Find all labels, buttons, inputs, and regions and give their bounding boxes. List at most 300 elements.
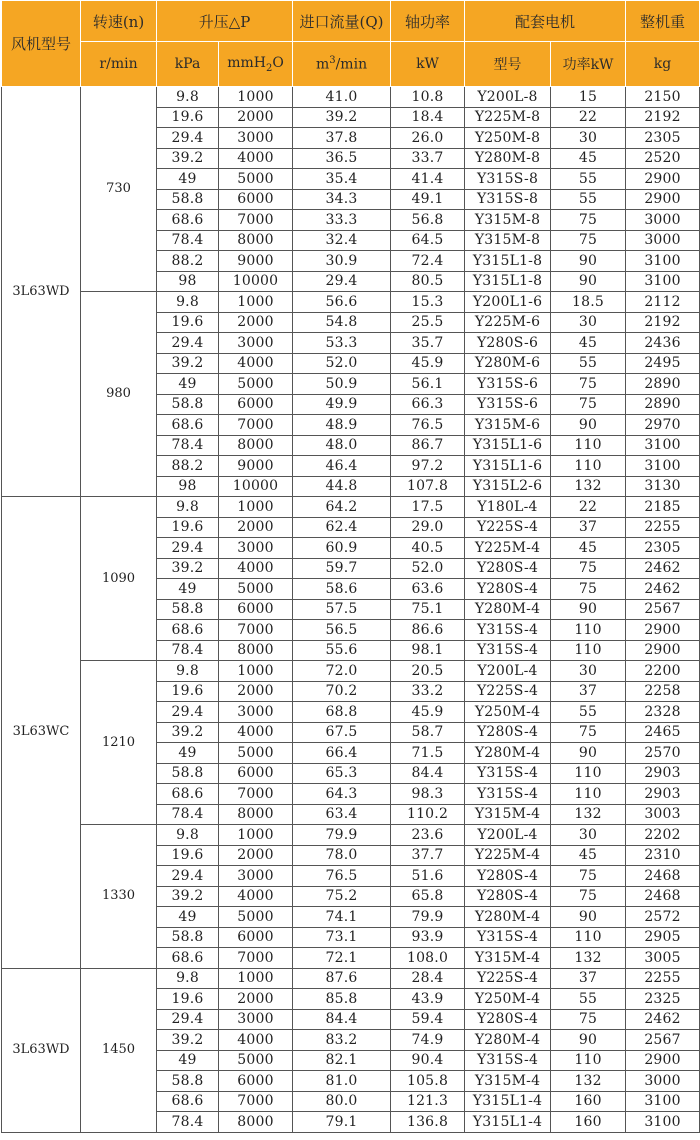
cell-kpa: 49 xyxy=(157,743,219,764)
cell-weight: 3005 xyxy=(626,948,700,969)
cell-motor-power: 110 xyxy=(551,620,626,641)
cell-motor-model: Y225S-4 xyxy=(465,517,551,538)
cell-mmh2o: 8000 xyxy=(219,1112,293,1133)
cell-shaft-power: 41.4 xyxy=(391,169,465,190)
cell-shaft-power: 84.4 xyxy=(391,763,465,784)
cell-weight: 3100 xyxy=(626,251,700,272)
cell-motor-power: 75 xyxy=(551,210,626,231)
cell-flow: 82.1 xyxy=(293,1050,391,1071)
cell-mmh2o: 3000 xyxy=(219,702,293,723)
cell-motor-model: Y225M-8 xyxy=(465,107,551,128)
table-header xyxy=(2,1,700,87)
cell-motor-model: Y200L-4 xyxy=(465,661,551,682)
cell-motor-model: Y315S-4 xyxy=(465,927,551,948)
cell-flow: 59.7 xyxy=(293,558,391,579)
cell-kpa: 78.4 xyxy=(157,1112,219,1133)
cell-flow: 52.0 xyxy=(293,353,391,374)
cell-shaft-power: 26.0 xyxy=(391,128,465,149)
unit-flow xyxy=(293,42,391,87)
table-row xyxy=(2,292,700,313)
cell-shaft-power: 80.5 xyxy=(391,271,465,292)
cell-shaft-power: 105.8 xyxy=(391,1071,465,1092)
cell-motor-model: Y225M-4 xyxy=(465,538,551,559)
cell-motor-power: 30 xyxy=(551,825,626,846)
cell-motor-model: Y315M-4 xyxy=(465,804,551,825)
cell-weight: 2567 xyxy=(626,1030,700,1051)
cell-mmh2o: 5000 xyxy=(219,743,293,764)
fan-model-cell: 3L63WD xyxy=(2,968,81,1132)
cell-flow: 48.0 xyxy=(293,435,391,456)
cell-weight: 3000 xyxy=(626,1071,700,1092)
cell-kpa: 49 xyxy=(157,579,219,600)
cell-shaft-power: 45.9 xyxy=(391,353,465,374)
cell-kpa: 58.8 xyxy=(157,189,219,210)
cell-weight: 2903 xyxy=(626,763,700,784)
cell-shaft-power: 75.1 xyxy=(391,599,465,620)
cell-shaft-power: 51.6 xyxy=(391,866,465,887)
table-row xyxy=(2,87,700,108)
cell-motor-power: 160 xyxy=(551,1112,626,1133)
cell-mmh2o: 1000 xyxy=(219,825,293,846)
cell-motor-power: 90 xyxy=(551,1030,626,1051)
cell-kpa: 39.2 xyxy=(157,353,219,374)
cell-motor-model: Y315L1-4 xyxy=(465,1091,551,1112)
cell-kpa: 9.8 xyxy=(157,968,219,989)
speed-cell: 730 xyxy=(81,87,157,292)
cell-shaft-power: 136.8 xyxy=(391,1112,465,1133)
cell-weight: 2305 xyxy=(626,538,700,559)
cell-flow: 85.8 xyxy=(293,989,391,1010)
cell-weight: 2258 xyxy=(626,681,700,702)
cell-mmh2o: 4000 xyxy=(219,353,293,374)
unit-flow-tail: /min xyxy=(335,56,368,73)
cell-mmh2o: 1000 xyxy=(219,497,293,518)
cell-kpa: 39.2 xyxy=(157,886,219,907)
cell-kpa: 68.6 xyxy=(157,948,219,969)
cell-flow: 33.3 xyxy=(293,210,391,231)
cell-motor-power: 75 xyxy=(551,866,626,887)
cell-mmh2o: 4000 xyxy=(219,558,293,579)
cell-shaft-power: 23.6 xyxy=(391,825,465,846)
cell-kpa: 19.6 xyxy=(157,681,219,702)
cell-shaft-power: 49.1 xyxy=(391,189,465,210)
cell-kpa: 9.8 xyxy=(157,825,219,846)
cell-flow: 73.1 xyxy=(293,927,391,948)
cell-motor-model: Y200L-4 xyxy=(465,825,551,846)
cell-motor-model: Y315L2-6 xyxy=(465,476,551,497)
cell-motor-model: Y280S-4 xyxy=(465,558,551,579)
cell-mmh2o: 10000 xyxy=(219,476,293,497)
cell-weight: 2310 xyxy=(626,845,700,866)
cell-weight: 2150 xyxy=(626,87,700,108)
cell-flow: 65.3 xyxy=(293,763,391,784)
cell-motor-power: 110 xyxy=(551,927,626,948)
cell-mmh2o: 1000 xyxy=(219,87,293,108)
cell-mmh2o: 7000 xyxy=(219,784,293,805)
cell-shaft-power: 110.2 xyxy=(391,804,465,825)
cell-shaft-power: 66.3 xyxy=(391,394,465,415)
cell-weight: 3000 xyxy=(626,230,700,251)
cell-mmh2o: 1000 xyxy=(219,292,293,313)
cell-mmh2o: 4000 xyxy=(219,148,293,169)
header-motor: 配套电机 xyxy=(465,1,626,42)
cell-weight: 2520 xyxy=(626,148,700,169)
cell-kpa: 19.6 xyxy=(157,107,219,128)
cell-motor-power: 90 xyxy=(551,743,626,764)
cell-shaft-power: 59.4 xyxy=(391,1009,465,1030)
cell-flow: 74.1 xyxy=(293,907,391,928)
cell-kpa: 29.4 xyxy=(157,702,219,723)
cell-kpa: 78.4 xyxy=(157,640,219,661)
cell-flow: 79.1 xyxy=(293,1112,391,1133)
cell-weight: 3100 xyxy=(626,456,700,477)
cell-mmh2o: 7000 xyxy=(219,210,293,231)
cell-kpa: 88.2 xyxy=(157,251,219,272)
cell-motor-power: 110 xyxy=(551,763,626,784)
cell-motor-power: 90 xyxy=(551,271,626,292)
cell-motor-model: Y250M-4 xyxy=(465,989,551,1010)
cell-mmh2o: 4000 xyxy=(219,722,293,743)
cell-weight: 2890 xyxy=(626,374,700,395)
cell-weight: 2200 xyxy=(626,661,700,682)
cell-flow: 56.6 xyxy=(293,292,391,313)
cell-motor-power: 75 xyxy=(551,558,626,579)
header-weight: 整机重 xyxy=(626,1,700,42)
cell-flow: 41.0 xyxy=(293,87,391,108)
cell-flow: 68.8 xyxy=(293,702,391,723)
cell-motor-model: Y315S-4 xyxy=(465,763,551,784)
cell-weight: 2436 xyxy=(626,333,700,354)
cell-mmh2o: 6000 xyxy=(219,927,293,948)
cell-weight: 2192 xyxy=(626,312,700,333)
cell-flow: 84.4 xyxy=(293,1009,391,1030)
cell-motor-model: Y250M-8 xyxy=(465,128,551,149)
cell-shaft-power: 33.2 xyxy=(391,681,465,702)
cell-motor-power: 90 xyxy=(551,251,626,272)
cell-motor-power: 110 xyxy=(551,640,626,661)
cell-motor-power: 75 xyxy=(551,374,626,395)
cell-motor-power: 55 xyxy=(551,353,626,374)
cell-flow: 80.0 xyxy=(293,1091,391,1112)
unit-flow-main: m xyxy=(315,56,330,73)
cell-mmh2o: 5000 xyxy=(219,1050,293,1071)
cell-kpa: 68.6 xyxy=(157,210,219,231)
cell-motor-model: Y280M-4 xyxy=(465,1030,551,1051)
unit-kpa: kPa xyxy=(157,42,219,87)
unit-mmh2o-subscript: 2 xyxy=(265,62,273,74)
cell-motor-model: Y315L1-8 xyxy=(465,251,551,272)
cell-motor-model: Y280S-4 xyxy=(465,886,551,907)
cell-mmh2o: 4000 xyxy=(219,886,293,907)
cell-mmh2o: 5000 xyxy=(219,907,293,928)
cell-mmh2o: 1000 xyxy=(219,968,293,989)
cell-weight: 2462 xyxy=(626,1009,700,1030)
fan-model-cell: 3L63WD xyxy=(2,87,81,497)
cell-motor-power: 18.5 xyxy=(551,292,626,313)
cell-shaft-power: 52.0 xyxy=(391,558,465,579)
cell-motor-model: Y225S-4 xyxy=(465,968,551,989)
cell-shaft-power: 74.9 xyxy=(391,1030,465,1051)
cell-flow: 29.4 xyxy=(293,271,391,292)
unit-speed: r/min xyxy=(81,42,157,87)
cell-mmh2o: 6000 xyxy=(219,1071,293,1092)
cell-flow: 30.9 xyxy=(293,251,391,272)
cell-mmh2o: 2000 xyxy=(219,107,293,128)
header-model: 风机型号 xyxy=(2,1,81,87)
cell-weight: 2900 xyxy=(626,640,700,661)
cell-motor-model: Y200L-8 xyxy=(465,87,551,108)
cell-shaft-power: 28.4 xyxy=(391,968,465,989)
cell-kpa: 29.4 xyxy=(157,866,219,887)
cell-motor-power: 45 xyxy=(551,538,626,559)
cell-motor-model: Y200L1-6 xyxy=(465,292,551,313)
cell-shaft-power: 10.8 xyxy=(391,87,465,108)
cell-motor-model: Y225M-4 xyxy=(465,845,551,866)
cell-flow: 66.4 xyxy=(293,743,391,764)
cell-kpa: 58.8 xyxy=(157,1071,219,1092)
cell-motor-power: 110 xyxy=(551,784,626,805)
cell-shaft-power: 43.9 xyxy=(391,989,465,1010)
cell-motor-power: 45 xyxy=(551,333,626,354)
cell-shaft-power: 71.5 xyxy=(391,743,465,764)
cell-weight: 2570 xyxy=(626,743,700,764)
cell-shaft-power: 90.4 xyxy=(391,1050,465,1071)
cell-mmh2o: 3000 xyxy=(219,128,293,149)
cell-motor-power: 30 xyxy=(551,128,626,149)
cell-shaft-power: 65.8 xyxy=(391,886,465,907)
cell-shaft-power: 25.5 xyxy=(391,312,465,333)
fan-model-cell: 3L63WC xyxy=(2,497,81,969)
cell-mmh2o: 7000 xyxy=(219,415,293,436)
cell-motor-power: 45 xyxy=(551,148,626,169)
cell-shaft-power: 63.6 xyxy=(391,579,465,600)
cell-kpa: 68.6 xyxy=(157,1091,219,1112)
cell-flow: 70.2 xyxy=(293,681,391,702)
cell-shaft-power: 45.9 xyxy=(391,702,465,723)
cell-motor-power: 75 xyxy=(551,1009,626,1030)
cell-mmh2o: 2000 xyxy=(219,989,293,1010)
table-row xyxy=(2,825,700,846)
cell-kpa: 9.8 xyxy=(157,87,219,108)
cell-flow: 37.8 xyxy=(293,128,391,149)
cell-mmh2o: 10000 xyxy=(219,271,293,292)
cell-motor-model: Y280M-6 xyxy=(465,353,551,374)
cell-motor-model: Y280S-4 xyxy=(465,1009,551,1030)
cell-flow: 44.8 xyxy=(293,476,391,497)
cell-motor-model: Y315M-8 xyxy=(465,230,551,251)
cell-mmh2o: 5000 xyxy=(219,579,293,600)
cell-flow: 36.5 xyxy=(293,148,391,169)
cell-shaft-power: 15.3 xyxy=(391,292,465,313)
cell-motor-power: 45 xyxy=(551,845,626,866)
cell-kpa: 19.6 xyxy=(157,312,219,333)
cell-motor-power: 90 xyxy=(551,415,626,436)
cell-shaft-power: 64.5 xyxy=(391,230,465,251)
cell-weight: 2468 xyxy=(626,886,700,907)
cell-mmh2o: 3000 xyxy=(219,538,293,559)
unit-mmh2o-main: mmH xyxy=(227,54,266,71)
cell-motor-power: 110 xyxy=(551,435,626,456)
cell-flow: 54.8 xyxy=(293,312,391,333)
cell-shaft-power: 86.6 xyxy=(391,620,465,641)
cell-motor-power: 132 xyxy=(551,804,626,825)
cell-weight: 2202 xyxy=(626,825,700,846)
cell-kpa: 9.8 xyxy=(157,497,219,518)
speed-cell: 1450 xyxy=(81,968,157,1132)
cell-kpa: 9.8 xyxy=(157,292,219,313)
table-row xyxy=(2,661,700,682)
cell-shaft-power: 108.0 xyxy=(391,948,465,969)
cell-flow: 57.5 xyxy=(293,599,391,620)
cell-kpa: 39.2 xyxy=(157,1030,219,1051)
cell-mmh2o: 3000 xyxy=(219,1009,293,1030)
cell-weight: 2903 xyxy=(626,784,700,805)
cell-weight: 2255 xyxy=(626,517,700,538)
cell-weight: 2192 xyxy=(626,107,700,128)
cell-motor-model: Y280S-4 xyxy=(465,866,551,887)
cell-kpa: 78.4 xyxy=(157,230,219,251)
cell-shaft-power: 40.5 xyxy=(391,538,465,559)
cell-motor-power: 75 xyxy=(551,579,626,600)
cell-weight: 3100 xyxy=(626,435,700,456)
header-flow: 进口流量(Q) xyxy=(293,1,391,42)
cell-weight: 2572 xyxy=(626,907,700,928)
cell-kpa: 49 xyxy=(157,374,219,395)
cell-mmh2o: 6000 xyxy=(219,599,293,620)
cell-weight: 2900 xyxy=(626,620,700,641)
cell-shaft-power: 29.0 xyxy=(391,517,465,538)
cell-motor-power: 75 xyxy=(551,394,626,415)
cell-flow: 32.4 xyxy=(293,230,391,251)
cell-motor-model: Y315M-4 xyxy=(465,948,551,969)
cell-shaft-power: 33.7 xyxy=(391,148,465,169)
cell-motor-power: 75 xyxy=(551,886,626,907)
cell-motor-power: 55 xyxy=(551,702,626,723)
cell-kpa: 29.4 xyxy=(157,333,219,354)
cell-shaft-power: 58.7 xyxy=(391,722,465,743)
cell-mmh2o: 8000 xyxy=(219,435,293,456)
cell-kpa: 78.4 xyxy=(157,435,219,456)
cell-kpa: 58.8 xyxy=(157,763,219,784)
cell-motor-power: 55 xyxy=(551,989,626,1010)
cell-motor-model: Y250M-4 xyxy=(465,702,551,723)
cell-flow: 72.0 xyxy=(293,661,391,682)
cell-motor-model: Y315S-4 xyxy=(465,620,551,641)
cell-motor-power: 37 xyxy=(551,681,626,702)
cell-mmh2o: 3000 xyxy=(219,866,293,887)
cell-weight: 3003 xyxy=(626,804,700,825)
cell-kpa: 58.8 xyxy=(157,599,219,620)
cell-flow: 60.9 xyxy=(293,538,391,559)
cell-weight: 2325 xyxy=(626,989,700,1010)
cell-mmh2o: 6000 xyxy=(219,394,293,415)
cell-flow: 72.1 xyxy=(293,948,391,969)
cell-motor-power: 75 xyxy=(551,230,626,251)
cell-flow: 39.2 xyxy=(293,107,391,128)
cell-motor-power: 55 xyxy=(551,169,626,190)
cell-motor-power: 15 xyxy=(551,87,626,108)
unit-weight: kg xyxy=(626,42,700,87)
cell-motor-power: 132 xyxy=(551,948,626,969)
cell-weight: 2900 xyxy=(626,1050,700,1071)
cell-motor-model: Y280M-4 xyxy=(465,907,551,928)
cell-kpa: 29.4 xyxy=(157,1009,219,1030)
cell-motor-power: 37 xyxy=(551,968,626,989)
cell-motor-power: 110 xyxy=(551,1050,626,1071)
cell-motor-model: Y315S-6 xyxy=(465,374,551,395)
cell-shaft-power: 97.2 xyxy=(391,456,465,477)
cell-weight: 2567 xyxy=(626,599,700,620)
cell-flow: 78.0 xyxy=(293,845,391,866)
cell-motor-model: Y315M-4 xyxy=(465,1071,551,1092)
cell-mmh2o: 9000 xyxy=(219,251,293,272)
cell-weight: 2465 xyxy=(626,722,700,743)
cell-motor-model: Y315S-4 xyxy=(465,784,551,805)
cell-mmh2o: 1000 xyxy=(219,661,293,682)
cell-kpa: 88.2 xyxy=(157,456,219,477)
cell-weight: 2462 xyxy=(626,558,700,579)
cell-motor-model: Y315L1-6 xyxy=(465,456,551,477)
cell-shaft-power: 121.3 xyxy=(391,1091,465,1112)
cell-mmh2o: 6000 xyxy=(219,763,293,784)
cell-mmh2o: 6000 xyxy=(219,189,293,210)
cell-kpa: 29.4 xyxy=(157,538,219,559)
cell-motor-power: 55 xyxy=(551,189,626,210)
cell-flow: 49.9 xyxy=(293,394,391,415)
cell-flow: 35.4 xyxy=(293,169,391,190)
cell-flow: 76.5 xyxy=(293,866,391,887)
cell-mmh2o: 3000 xyxy=(219,333,293,354)
cell-motor-power: 30 xyxy=(551,661,626,682)
cell-kpa: 49 xyxy=(157,907,219,928)
cell-motor-model: Y180L-4 xyxy=(465,497,551,518)
cell-flow: 63.4 xyxy=(293,804,391,825)
cell-kpa: 29.4 xyxy=(157,128,219,149)
cell-weight: 3100 xyxy=(626,1112,700,1133)
speed-cell: 1090 xyxy=(81,497,157,661)
cell-motor-model: Y315S-8 xyxy=(465,189,551,210)
cell-flow: 56.5 xyxy=(293,620,391,641)
cell-kpa: 98 xyxy=(157,271,219,292)
cell-motor-power: 132 xyxy=(551,476,626,497)
cell-weight: 2495 xyxy=(626,353,700,374)
table-body xyxy=(2,87,700,1133)
cell-shaft-power: 35.7 xyxy=(391,333,465,354)
cell-mmh2o: 5000 xyxy=(219,169,293,190)
cell-shaft-power: 72.4 xyxy=(391,251,465,272)
header-pressure: 升压△P xyxy=(157,1,293,42)
cell-shaft-power: 76.5 xyxy=(391,415,465,436)
cell-motor-model: Y315L1-6 xyxy=(465,435,551,456)
cell-shaft-power: 56.8 xyxy=(391,210,465,231)
cell-mmh2o: 7000 xyxy=(219,1091,293,1112)
cell-motor-model: Y280S-4 xyxy=(465,579,551,600)
cell-mmh2o: 8000 xyxy=(219,804,293,825)
cell-motor-model: Y280M-8 xyxy=(465,148,551,169)
cell-kpa: 49 xyxy=(157,169,219,190)
cell-mmh2o: 2000 xyxy=(219,845,293,866)
cell-motor-power: 160 xyxy=(551,1091,626,1112)
cell-weight: 3130 xyxy=(626,476,700,497)
cell-kpa: 39.2 xyxy=(157,722,219,743)
cell-motor-model: Y315M-6 xyxy=(465,415,551,436)
cell-weight: 3100 xyxy=(626,1091,700,1112)
cell-motor-power: 90 xyxy=(551,599,626,620)
cell-shaft-power: 98.3 xyxy=(391,784,465,805)
cell-kpa: 19.6 xyxy=(157,845,219,866)
cell-mmh2o: 7000 xyxy=(219,948,293,969)
cell-kpa: 39.2 xyxy=(157,148,219,169)
